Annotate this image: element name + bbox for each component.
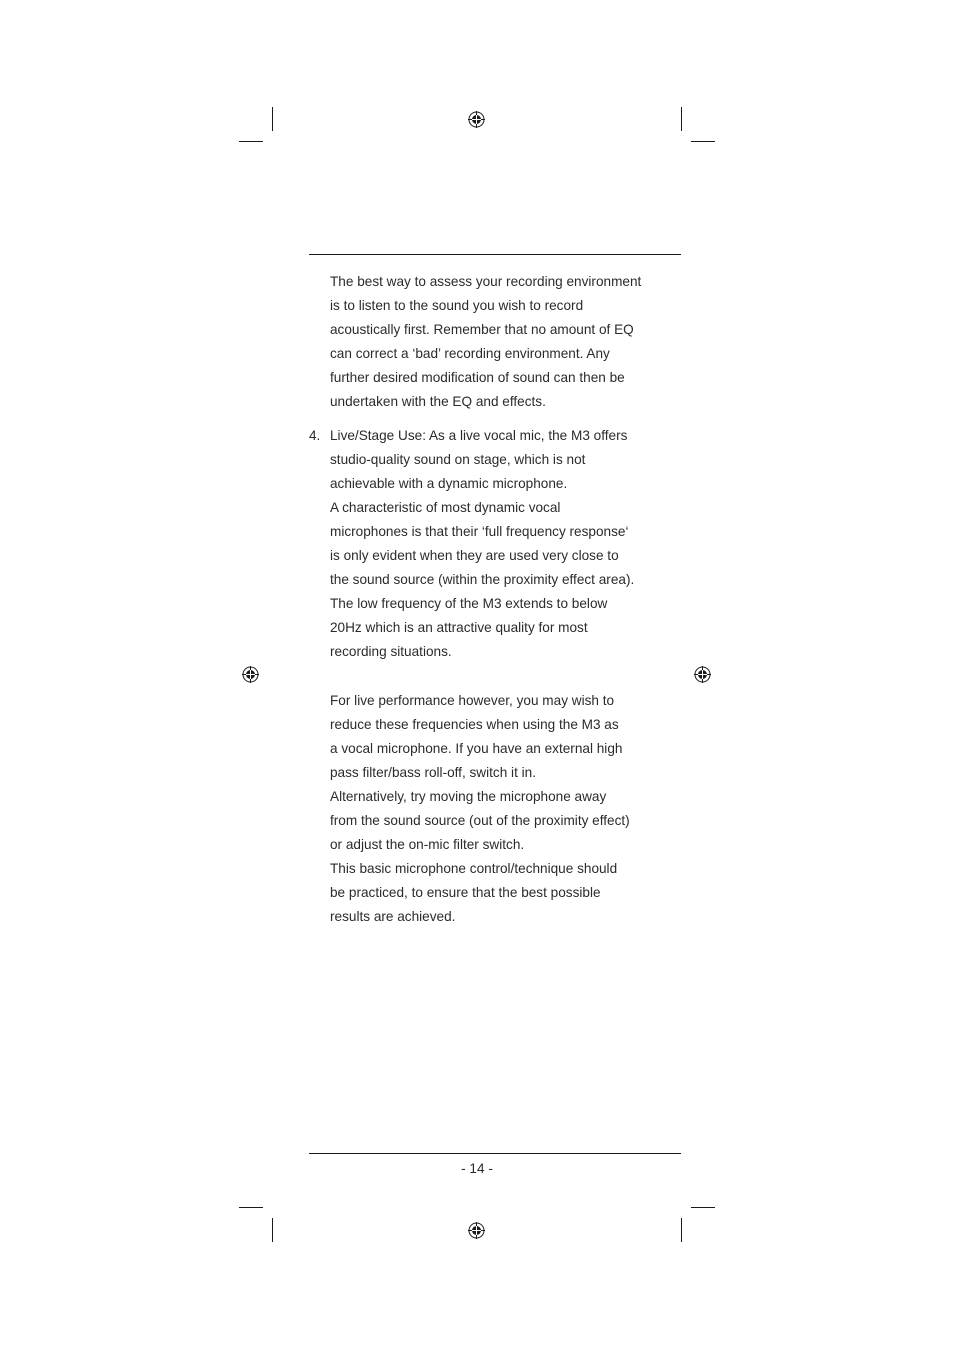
text-line: results are achieved. [330,909,456,925]
text-line: The low frequency of the M3 extends to below [330,596,608,612]
text-line: studio-quality sound on stage, which is not [330,451,586,467]
text-line: 20Hz which is an attractive quality for most [330,620,588,636]
registration-target-icon [242,666,259,683]
text-line: recording situations. [330,644,452,660]
crop-mark-top-right-vertical [681,107,682,131]
crop-mark-bottom-left-vertical [272,1218,273,1242]
text-line: achievable with a dynamic microphone. [330,475,568,491]
registration-target-icon [468,1222,485,1239]
registration-target-icon [694,666,711,683]
list-item-live-stage-use [309,424,681,930]
page-body [309,270,681,929]
text-line: microphones is that their ‘full frequency response‘ [330,523,629,539]
text-line: undertaken with the EQ and effects. [330,394,546,410]
text-line: further desired modification of sound can then be [330,370,625,386]
crop-mark-bottom-left-horizontal [239,1207,263,1208]
registration-target-icon [468,111,485,128]
footer-rule [309,1153,681,1154]
text-line: A characteristic of most dynamic vocal [330,499,561,515]
text-line: is to listen to the sound you wish to record [330,298,584,314]
list-item-text [309,424,681,665]
text-line: reduce these frequencies when using the M3 as [330,716,619,732]
text-line: is only evident when they are used very close to [330,548,619,564]
header-rule [309,254,681,255]
crop-mark-top-right-horizontal [691,141,715,142]
text-line: Live/Stage Use: As a live vocal mic, the M3 offers [330,427,628,443]
crop-mark-top-left-vertical [272,107,273,131]
text-line: Alternatively, try moving the microphone away [330,788,607,804]
text-line: For live performance however, you may wish to [330,692,615,708]
list-item-continuation [309,689,681,930]
text-line: This basic microphone control/technique should [330,861,618,877]
crop-mark-top-left-horizontal [239,141,263,142]
crop-mark-bottom-right-vertical [681,1218,682,1242]
text-line: The best way to assess your recording environment [330,274,642,289]
text-line: from the sound source (out of the proximity effect) [330,812,630,828]
text-line: can correct a ‘bad’ recording environment. Any [330,346,610,362]
text-line: be practiced, to ensure that the best possible [330,885,601,901]
page-number: - 14 - [461,1161,493,1176]
text-line: acoustically first. Remember that no amount of EQ [330,322,634,338]
text-line: or adjust the on-mic filter switch. [330,837,525,853]
text-line: a vocal microphone. If you have an external high [330,740,623,756]
list-item-number: 4. [309,427,321,443]
intro-paragraph [309,270,681,415]
text-line: the sound source (within the proximity effect area). [330,572,635,588]
text-line: pass filter/bass roll-off, switch it in. [330,764,536,780]
crop-mark-bottom-right-horizontal [691,1207,715,1208]
